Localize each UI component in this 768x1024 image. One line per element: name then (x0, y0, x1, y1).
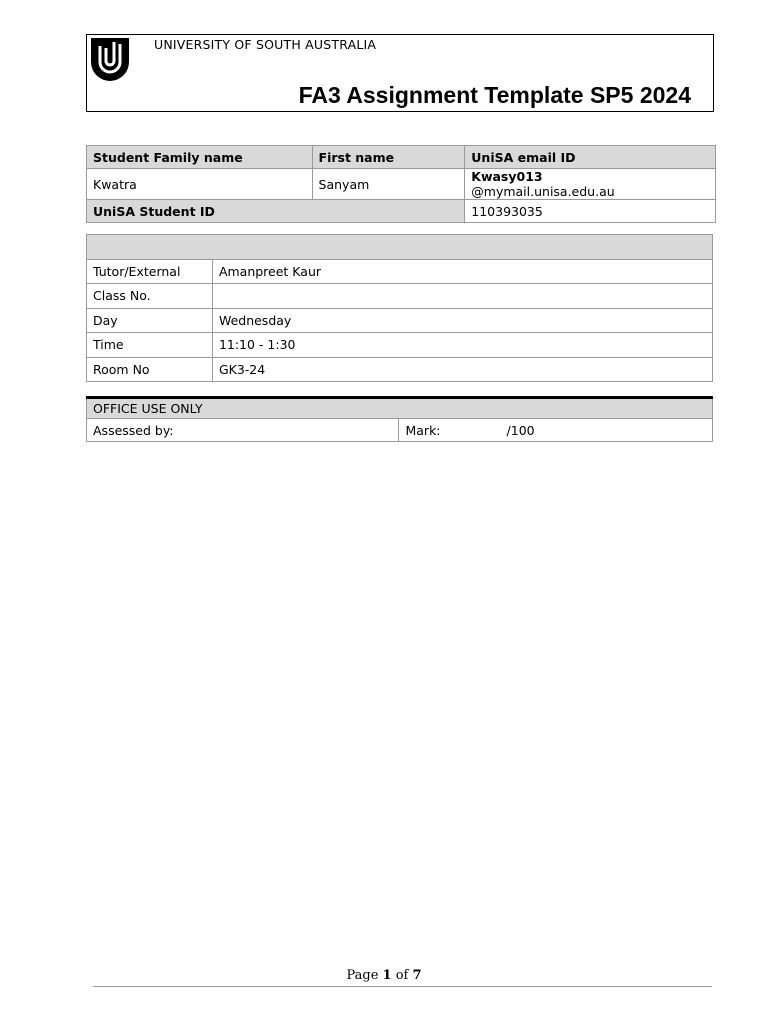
page-word: Page (346, 968, 379, 983)
assessed-by-label: Assessed by: (87, 419, 399, 442)
table-row (87, 146, 716, 169)
room-no-value: GK3-24 (212, 357, 712, 382)
table-row (87, 284, 713, 309)
document-title: FA3 Assignment Template SP5 2024 (298, 82, 691, 108)
mark-total: /100 (506, 422, 535, 438)
tutor-label: Tutor/External (87, 259, 213, 284)
table-row (87, 308, 713, 333)
email-domain: @mymail.unisa.edu.au (471, 184, 615, 199)
first-name-label: First name (312, 146, 465, 169)
email-label: UniSA email ID (465, 146, 716, 169)
table-row (87, 419, 713, 442)
office-use-table (86, 396, 713, 442)
first-name-value: Sanyam (312, 169, 465, 200)
page-current: 1 (382, 968, 392, 983)
family-name-label: Student Family name (87, 146, 313, 169)
table-row (87, 235, 713, 260)
email-value (465, 169, 716, 200)
room-no-label: Room No (87, 357, 213, 382)
of-word: of (395, 968, 409, 983)
mark-label: Mark: (405, 422, 441, 438)
class-info-header (87, 235, 713, 260)
table-row (87, 333, 713, 358)
day-label: Day (87, 308, 213, 333)
university-name: UNIVERSITY OF SOUTH AUSTRALIA (154, 37, 377, 52)
office-use-heading: OFFICE USE ONLY (87, 398, 713, 419)
student-id-value: 110393035 (465, 200, 716, 223)
student-details-table (86, 145, 716, 223)
unisa-logo-icon (91, 38, 129, 82)
time-value: 11:10 - 1:30 (212, 333, 712, 358)
class-no-value (212, 284, 712, 309)
table-row (87, 398, 713, 419)
day-value: Wednesday (212, 308, 712, 333)
footer-divider (93, 986, 712, 987)
time-label: Time (87, 333, 213, 358)
email-user: Kwasy013 (471, 169, 543, 184)
family-name-value: Kwatra (87, 169, 313, 200)
document-header (86, 34, 714, 112)
student-id-label: UniSA Student ID (87, 200, 465, 223)
table-row (87, 169, 716, 200)
table-row (87, 357, 713, 382)
table-row (87, 259, 713, 284)
page-footer (0, 968, 768, 983)
tutor-value: Amanpreet Kaur (212, 259, 712, 284)
class-no-label: Class No. (87, 284, 213, 309)
page-total: 7 (412, 968, 422, 983)
class-info-table (86, 234, 713, 382)
mark-cell (399, 419, 713, 442)
table-row (87, 200, 716, 223)
